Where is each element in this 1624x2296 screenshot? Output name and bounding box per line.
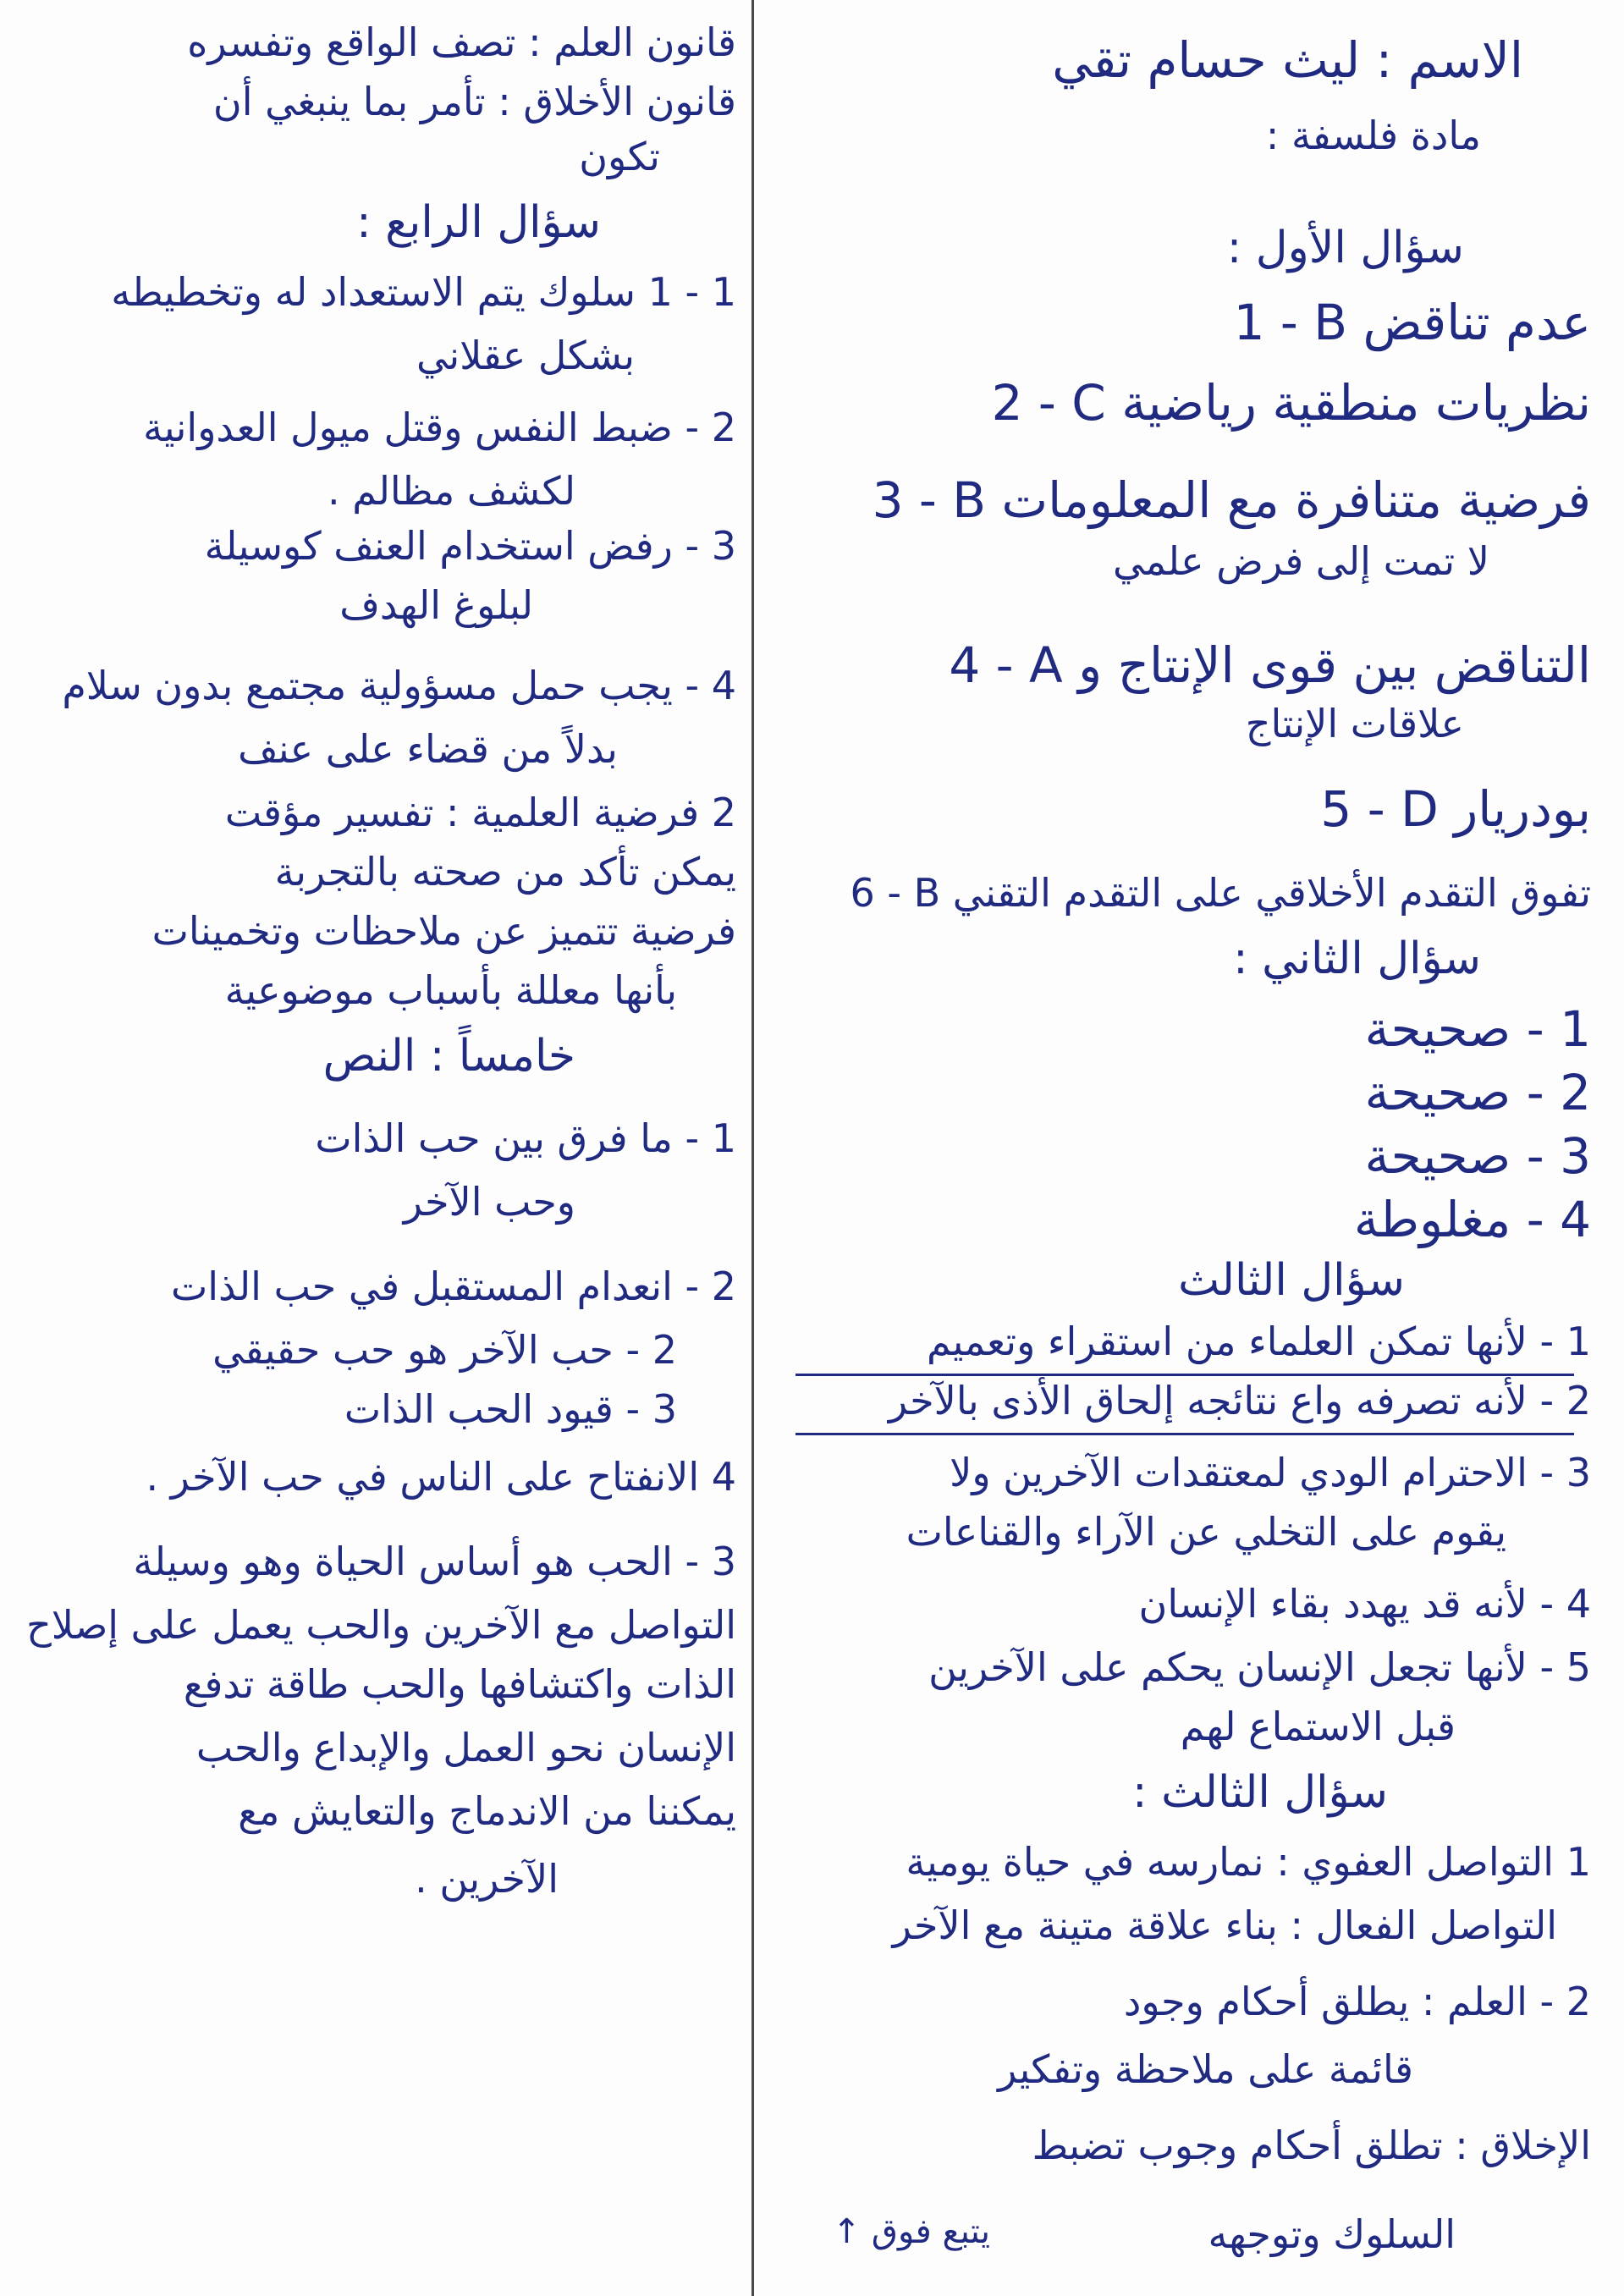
q3-answer: 1 - لأنها تمكن العلماء من استقراء وتعميم [927, 1319, 1591, 1364]
q3-answer-cont: يقوم على التخلي عن الآراء والقناعات [906, 1509, 1506, 1555]
q2-answer: 2 - صحيحة [1364, 1064, 1591, 1121]
q4-answer-cont: قائمة على ملاحظة وتفكير [998, 2046, 1413, 2092]
q6-answer-cont: وحب الآخر [403, 1179, 575, 1225]
q6-heading: خامساً : النص [322, 1031, 575, 1082]
q3-answer-cont: قبل الاستماع لهم [1180, 1704, 1456, 1749]
underline [795, 1433, 1574, 1435]
q5-answer-cont: فرضية تتميز عن ملاحظات وتخمينات [151, 908, 736, 954]
q1-heading: سؤال الأول : [1226, 223, 1464, 273]
continued-note: يتبع فوق ↑ [832, 2212, 990, 2251]
q5-answer-cont: بأنها معللة بأسباب موضوعية [224, 967, 677, 1013]
q4-answer: 1 التواصل العفوي : نمارسه في حياة يومية [906, 1839, 1591, 1885]
q4-answer: 2 - العلم : يطلق أحكام وجود [1123, 1979, 1591, 2024]
column-divider [751, 0, 754, 2296]
q1-answer: 1 - B عدم تناقض [1233, 294, 1591, 351]
q4-answer-cont: التواصل الفعال : بناء علاقة متينة مع الآخر [892, 1902, 1557, 1948]
q5-answer: 3 - رفض استخدام العنف كوسيلة [204, 523, 736, 569]
intro-line: تكون [579, 134, 660, 179]
q1-answer: 4 - A التناقض بين قوى الإنتاج و [949, 636, 1591, 694]
left-column [8, 0, 745, 2296]
right-column [762, 0, 1608, 2296]
q5-answer-cont: يمكن تأكد من صحته بالتجربة [274, 849, 736, 895]
q5-answer: 2 - ضبط النفس وقتل ميول العدوانية [143, 405, 736, 450]
q6-answer: 2 - حب الآخر هو حب حقيقي [212, 1327, 677, 1373]
q6-answer-cont: الذات واكتشافها والحب طاقة تدفع [183, 1661, 736, 1707]
q4-answer: الإخلاق : تطلق أحكام وجوب تضبط [1032, 2123, 1591, 2168]
q6-answer: 3 - الحب هو أساس الحياة وهو وسيلة [133, 1539, 736, 1584]
q3-answer: 5 - لأنها تجعل الإنسان يحكم على الآخرين [928, 1644, 1591, 1690]
q6-answer: 4 الانفتاح على الناس في حب الآخر . [146, 1454, 736, 1500]
q5-answer-cont: لكشف مظالم . [328, 468, 575, 514]
q6-answer: 3 - قيود الحب الذات [344, 1386, 677, 1432]
q1-answer-cont: علاقات الإنتاج [1245, 701, 1464, 746]
q6-answer: 2 - انعدام المستقبل في حب الذات [170, 1264, 736, 1309]
q4-heading: سؤال الثالث : [1132, 1767, 1388, 1818]
q5-answer: 4 - يجب حمل مسؤولية مجتمع بدون سلام [62, 663, 736, 708]
intro-line: قانون الأخلاق : تأمر بما ينبغي أن [212, 79, 736, 124]
q4-answer-cont: السلوك وتوجهه [1208, 2211, 1456, 2257]
q1-answer: 3 - B فرضية متنافرة مع المعلومات [872, 471, 1591, 529]
q5-answer: 1 - 1 سلوك يتم الاستعداد له وتخطيطه [111, 269, 736, 315]
underline [795, 1374, 1574, 1376]
subject-label: مادة فلسفة : [1265, 113, 1481, 158]
q6-answer-cont: يمكننا من الاندماج والتعايش مع [238, 1788, 736, 1834]
q3-answer: 4 - لأنه قد يهدد بقاء الإنسان [1138, 1581, 1591, 1627]
q5-answer-cont: بدلاً من قضاء على عنف [238, 726, 618, 772]
q5-answer-cont: لبلوغ الهدف [339, 582, 533, 628]
q5-heading: سؤال الرابع : [356, 197, 601, 248]
q2-answer: 3 - صحيحة [1364, 1127, 1591, 1185]
q2-answer: 4 - مغلوطة [1353, 1191, 1591, 1248]
q3-heading: سؤال الثالث [1178, 1255, 1405, 1306]
q1-answer: 6 - B تفوق التقدم الأخلاقي على التقدم التقني [850, 870, 1591, 916]
q6-answer: 1 - ما فرق بين حب الذات [315, 1115, 736, 1161]
q5-answer: 2 فرضية العلمية : تفسير مؤقت [224, 790, 736, 835]
q2-heading: سؤال الثاني : [1233, 933, 1481, 984]
q6-answer-cont: الآخرين . [415, 1856, 559, 1902]
q1-answer: 5 - D بودريار [1320, 780, 1591, 838]
q6-answer-cont: الإنسان نحو العمل والإبداع والحب [195, 1725, 736, 1770]
q3-answer: 3 - الاحترام الودي لمعتقدات الآخرين ولا [950, 1450, 1591, 1495]
q5-answer-cont: بشكل عقلاني [416, 333, 635, 378]
q6-answer-cont: التواصل مع الآخرين والحب يعمل على إصلاح [26, 1602, 736, 1648]
q3-answer: 2 - لأنه تصرفه واع نتائجه إلحاق الأذى بالآخر [888, 1378, 1591, 1423]
q1-answer: 2 - C نظريات منطقية رياضية [991, 374, 1591, 432]
student-name: الاسم : ليث حسام تقي [1052, 31, 1523, 89]
intro-line: قانون العلم : تصف الواقع وتفسره [187, 19, 736, 65]
q2-answer: 1 - صحيحة [1364, 1000, 1591, 1058]
q1-answer-cont: لا تمت إلى فرض علمي [1112, 538, 1489, 584]
